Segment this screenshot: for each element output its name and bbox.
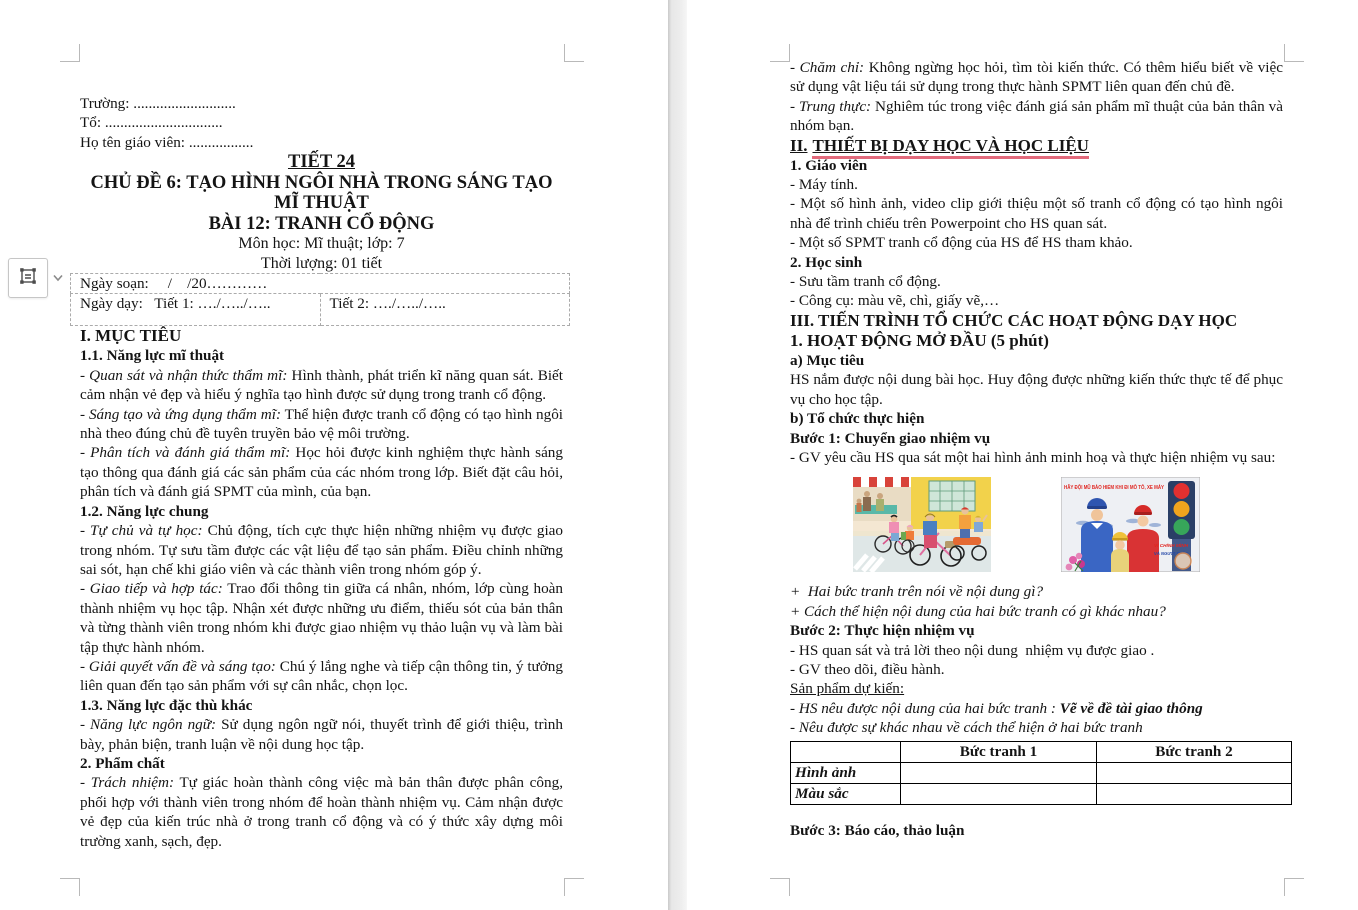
- table-select-dropdown[interactable]: [48, 259, 68, 297]
- list-item: - Một số hình ảnh, video clip giới thiệu một số tranh cổ động có tạo hình ngôi nhà để trình chiếu trên Powerpoint cho HS quan sát.: [790, 195, 1283, 232]
- crop-mark: [770, 878, 790, 896]
- list-item: - GV theo dõi, điều hành.: [790, 660, 945, 678]
- paragraph-rest: Chú ý lắng nghe và tiếp cận thông tin, ý tưởng liên quan đến tạo sản phẩm với sự cân nhắc, chọn lọc.: [80, 657, 563, 695]
- paragraph-lead: - Sáng tạo và ứng dụng thẩm mĩ:: [80, 405, 282, 423]
- compare-table-empty-cell[interactable]: [901, 762, 1097, 783]
- poster-title-text: HÃY ĐỘI MŨ BẢO HIỂM KHI ĐI MÔ TÔ, XE MÁY: [1064, 485, 1190, 492]
- compare-table-empty-cell[interactable]: [901, 783, 1097, 804]
- compare-table-empty-cell[interactable]: [1097, 783, 1292, 804]
- paragraph-lead: - Chăm chỉ:: [790, 59, 865, 76]
- paragraph-rest: Tự giác hoàn thành công việc mà bản thân được phân công, phối hợp với thành viên trong nhóm để hoàn thành nhiệm vụ. Cảm nhận được vẻ đẹp của kiến trúc nhà ở trong tranh cổ động và có ý thức xây dựng môi trường xanh, sạch, đẹp.: [80, 774, 563, 850]
- page-gap-divider: [668, 0, 687, 910]
- paragraph-lead: - Trung thực:: [790, 97, 872, 115]
- crop-mark: [1284, 44, 1304, 62]
- page-left: [0, 0, 668, 910]
- hoc-sinh-heading: 2. Học sinh: [790, 253, 863, 271]
- list-item: - Công cụ: màu vẽ, chì, giấy vẽ,…: [790, 292, 1000, 310]
- lesson-period-heading: [80, 152, 563, 173]
- compare-table-header-buc-tranh-1[interactable]: Bức tranh 1: [901, 741, 1097, 762]
- paragraph: [790, 58, 1283, 97]
- thiet-bi-heading-number: II.: [790, 135, 808, 155]
- to-chuc-sub-heading: b) Tổ chức thực hiện: [790, 410, 925, 428]
- san-pham-heading: [790, 679, 1283, 698]
- paragraph-lead: - Trách nhiệm:: [80, 774, 175, 792]
- duration-line: Thời lượng: 01 tiết: [260, 254, 383, 272]
- thiet-bi-heading-text: THIẾT BỊ DẠY HỌC VÀ HỌC LIỆU: [812, 135, 1089, 155]
- expected-result-line: [790, 699, 1283, 718]
- buoc1-text: - GV yêu cầu HS qua sát một hai hình ảnh minh hoạ và thực hiện nhiệm vụ sau:: [790, 448, 1276, 466]
- list-item: - HS quan sát và trả lời theo nội dung nhiệm vụ được giao .: [790, 641, 1155, 659]
- nang-luc-chung-heading: 1.2. Năng lực chung: [80, 502, 209, 520]
- paragraph-rest: Nghiêm túc trong việc đánh giá sản phẩm mĩ thuật của bản thân và nhóm bạn.: [790, 97, 1283, 135]
- san-pham-heading-text: Sản phẩm dự kiến:: [790, 680, 905, 698]
- theme-heading: [80, 173, 563, 214]
- list-item: - Sưu tầm tranh cổ động.: [790, 273, 941, 291]
- thiet-bi-heading: [790, 136, 1283, 156]
- paragraph: [790, 97, 1283, 136]
- buoc2-heading: Bước 2: Thực hiện nhiệm vụ: [790, 622, 975, 640]
- paragraph: [80, 657, 563, 696]
- question-line: + Cách thể hiện nội dung của hai bức tranh có gì khác nhau?: [790, 602, 1166, 620]
- table-select-button[interactable]: [8, 258, 48, 298]
- crop-mark: [60, 878, 80, 896]
- muc-tieu-text: HS nắm được nội dung bài học. Huy động được những kiến thức thực tế để phục vụ cho học tập.: [790, 371, 1283, 408]
- buoc1-heading: Bước 1: Chuyển giao nhiệm vụ: [790, 429, 991, 447]
- table-select-icon: [18, 266, 38, 291]
- paragraph-rest: Sử dụng ngôn ngữ nói, thuyết trình để giới thiệu, trình bày, phản biện, tranh luận về nội dung học tập.: [80, 716, 563, 753]
- traffic-drawing-image[interactable]: [853, 477, 991, 572]
- nang-luc-dac-thu-heading: 1.3. Năng lực đặc thù khác: [80, 696, 253, 714]
- paragraph-rest: Trao đổi thông tin giữa cá nhân, nhóm, lớp cùng hoàn thành nhiệm vụ học tập. Nhận xét được những ưu điểm, thiếu sót của bản thân và từng thành viên trong nhóm khi được giao nhiệm vụ thảo luận vụ và làm bài tập thực hành nhóm.: [80, 580, 564, 656]
- crop-mark: [60, 44, 80, 62]
- page-right: [687, 0, 1358, 910]
- paragraph: [80, 715, 563, 754]
- paragraph: [80, 521, 563, 579]
- expected-result-line: - Nêu được sự khác nhau về cách thể hiện ở hai bức tranh: [790, 719, 1143, 737]
- date-table-ngay-day-cell[interactable]: Ngày dạy: Tiết 1: …./…../…..: [71, 294, 321, 326]
- crop-mark: [564, 44, 584, 62]
- poster-slogan1-text: VÌ CHÍNH MÌNH: [1154, 543, 1188, 549]
- chevron-down-icon: [52, 269, 64, 287]
- poster-slogan2-text: VÀ NGƯỜI THÂN: [1154, 551, 1192, 557]
- compare-table-row-label-mau-sac[interactable]: Màu sắc: [791, 783, 901, 804]
- paragraph-rest: Thể hiện được tranh cổ động có tạo hình ngôi nhà theo đúng chủ đề tuyên truyền bảo vệ môi trường.: [80, 405, 564, 443]
- paragraph-lead: - Năng lực ngôn ngữ:: [80, 716, 217, 734]
- paragraph: [80, 405, 563, 444]
- giao-vien-heading: 1. Giáo viên: [790, 156, 868, 174]
- muc-tieu-heading: I. MỤC TIÊU: [80, 326, 182, 346]
- paragraph-lead: - Tự chủ và tự học:: [80, 522, 203, 540]
- compare-table[interactable]: [790, 741, 1292, 805]
- compare-table-header-buc-tranh-2[interactable]: Bức tranh 2: [1097, 741, 1292, 762]
- question-line: + Hai bức tranh trên nói về nội dung gì?: [790, 583, 1044, 601]
- expected-result-lead: - HS nêu được nội dung của hai bức tranh :: [790, 699, 1060, 717]
- figure-row: [853, 477, 1283, 572]
- tien-trinh-heading: III. TIẾN TRÌNH TỔ CHỨC CÁC HOẠT ĐỘNG DẠY HỌC: [790, 310, 1238, 330]
- crop-mark: [1284, 878, 1304, 896]
- paragraph: [80, 366, 563, 405]
- paragraph-rest: Hình thành, phát triển kĩ năng quan sát. Biết cảm nhận vẻ đẹp và hiểu ý nghĩa tạo hình được sử dụng trong tranh cổ động.: [80, 366, 563, 404]
- school-line: Trường: ...........................: [80, 95, 236, 112]
- compare-table-corner-cell[interactable]: [791, 741, 901, 762]
- paragraph-rest: Chủ động, tích cực thực hiện những nhiệm vụ được giao trong nhóm. Tự sưu tầm được các vật liệu để tạo sản phẩm. Điều chỉnh những sai sót, hạn chế khi giáo viên và các thành viên trong nhóm góp ý.: [80, 522, 563, 578]
- crop-mark: [770, 44, 790, 62]
- paragraph-lead: - Quan sát và nhận thức thẩm mĩ:: [80, 366, 288, 384]
- list-item: - Một số SPMT tranh cổ động của HS để HS tham khảo.: [790, 234, 1133, 252]
- theme-heading-text: CHỦ ĐỀ 6: TẠO HÌNH NGÔI NHÀ TRONG SÁNG TẠO MĨ THUẬT: [90, 172, 553, 214]
- date-table-ngay-soan-cell[interactable]: Ngày soạn: / /20…………: [71, 274, 570, 294]
- date-table-tiet2-cell[interactable]: Tiết 2: …./…../…..: [320, 294, 570, 326]
- lesson-title-heading: BÀI 12: TRANH CỔ ĐỘNG: [208, 213, 435, 234]
- pham-chat-heading: 2. Phẩm chất: [80, 754, 165, 772]
- teacher-line: Họ tên giáo viên: .................: [80, 133, 254, 151]
- paragraph-lead: - Phân tích và đánh giá thẩm mĩ:: [80, 444, 291, 462]
- paragraph-lead: - Giao tiếp và hợp tác:: [80, 580, 223, 598]
- paragraph: [80, 773, 563, 851]
- paragraph-rest: Học hỏi được kinh nghiệm thực hành sáng tạo thông qua đánh giá các sản phẩm của các nhóm trong lớp. Biết đặt câu hỏi, phân tích và đánh giá SPMT của mình, của bạn.: [80, 444, 563, 501]
- left-text-column: [80, 94, 563, 851]
- crop-mark: [564, 878, 584, 896]
- subject-line: Môn học: Mĩ thuật; lớp: 7: [238, 235, 405, 253]
- compare-table-row-label-hinh-anh[interactable]: Hình ảnh: [791, 762, 901, 783]
- paragraph-rest: Không ngừng học hỏi, tìm tòi kiến thức. Có thêm hiểu biết về việc sử dụng vật liệu tái sử dụng trong thực hành SPMT liên quan đến chủ đề.: [790, 59, 1283, 96]
- helmet-poster-image[interactable]: [1061, 477, 1200, 572]
- list-item: - Máy tính.: [790, 176, 858, 194]
- expected-result-bold: Vẽ về đề tài giao thông: [1059, 699, 1203, 717]
- nang-luc-mi-thuat-heading: 1.1. Năng lực mĩ thuật: [80, 347, 225, 365]
- paragraph: [80, 579, 563, 657]
- right-text-column: [790, 58, 1283, 840]
- group-line: Tổ: ...............................: [80, 114, 223, 132]
- muc-tieu-sub-heading: a) Mục tiêu: [790, 351, 865, 369]
- hoat-dong-heading: 1. HOẠT ĐỘNG MỞ ĐẦU (5 phút): [790, 330, 1049, 350]
- paragraph: [80, 443, 563, 501]
- table-select-control: [8, 258, 68, 298]
- date-table[interactable]: [70, 273, 570, 326]
- paragraph-lead: - Giải quyết vấn đề và sáng tạo:: [80, 657, 276, 675]
- compare-table-empty-cell[interactable]: [1097, 762, 1292, 783]
- lesson-period-text: TIẾT 24: [287, 152, 355, 173]
- buoc3-heading: Bước 3: Báo cáo, thảo luận: [790, 821, 965, 839]
